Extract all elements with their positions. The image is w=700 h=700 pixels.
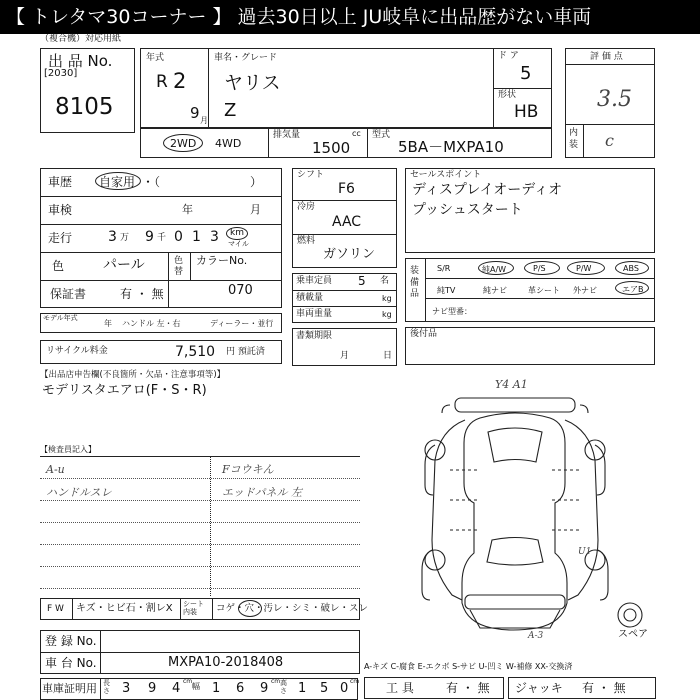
car-name: ヤリス	[224, 72, 281, 94]
doc-deadline-unit: 月	[340, 351, 350, 361]
equip-ps: P/S	[533, 264, 546, 273]
displacement-label: 排気量	[273, 130, 301, 140]
after-parts-box	[405, 327, 655, 365]
inspection-year: 年	[182, 203, 193, 216]
mileage-sen: 9	[145, 229, 154, 245]
color-no-label: カラーNo.	[196, 254, 248, 267]
width-label: 幅	[192, 682, 200, 691]
equip-tv: 純TV	[437, 286, 456, 295]
equip-abs: ABS	[623, 264, 639, 273]
load-label: 積載量	[296, 293, 324, 303]
sales-point-line1: ディスプレイオーディオ	[412, 182, 563, 198]
shift-value: F6	[338, 181, 355, 197]
capacity-unit: 名	[380, 276, 390, 286]
jack-label: ジャッキ	[515, 681, 563, 695]
drive-2wd: 2WD	[170, 137, 197, 150]
recycle-unit: 円 預託済	[226, 347, 265, 357]
height-label: 高さ	[280, 679, 287, 695]
model-label: 型式	[372, 130, 391, 140]
inspector-note-1: A-u	[46, 463, 65, 476]
diagram-mark-side: U1	[578, 547, 592, 557]
mileage-sen-unit: 千	[157, 233, 167, 243]
fuel-value: ガソリン	[323, 247, 376, 262]
length-label: 長さ	[103, 679, 110, 695]
interior-label: 内 装	[569, 128, 579, 150]
score-value: 3.5	[597, 87, 632, 112]
jack-value: 有 ・ 無	[582, 681, 626, 695]
mileage-digit-3: 3	[210, 229, 219, 245]
width-d1: 1	[212, 681, 221, 696]
length-d2: 9	[148, 681, 157, 696]
seat-value: コゲ・穴・汚レ・シミ・破レ・スレ	[216, 603, 369, 614]
inspector-note-4: エッドパネル 左	[222, 486, 303, 499]
year-label: 年式	[146, 53, 165, 63]
tools-label: 工 具	[386, 681, 414, 695]
doc-deadline-day: 日	[383, 351, 393, 361]
height-d1: 1	[298, 681, 307, 696]
score-label: 評 価 点	[590, 52, 623, 62]
mileage-digit-1: 0	[174, 229, 183, 245]
lot-label: 出 品 No.	[48, 52, 113, 70]
inspector-note-3: Fコウキん	[222, 463, 274, 476]
width-unit: cm	[271, 678, 281, 685]
body-type-value: HB	[514, 102, 539, 122]
car-damage-diagram	[410, 370, 655, 650]
chassis-value: MXPA10-2018408	[168, 655, 284, 670]
registration-label: 登 録 No.	[45, 634, 97, 648]
mileage-digit-2: 1	[192, 229, 201, 245]
inspector-label: 【検査員記入】	[40, 445, 96, 454]
ac-value: AAC	[332, 214, 362, 230]
length-d3: 4	[172, 681, 181, 696]
length-d1: 3	[122, 681, 131, 696]
doc-deadline-label: 書類期限	[296, 331, 333, 341]
length-unit: cm	[183, 678, 193, 685]
model-year-label: モデル年式	[43, 314, 78, 322]
inspection-month: 月	[250, 203, 261, 216]
seat-label: シート内装	[183, 600, 204, 616]
spare-label: スペア	[618, 629, 648, 640]
history-close: ）	[250, 175, 263, 189]
weight-unit: kg	[382, 310, 392, 319]
recycle-value: 7,510	[175, 344, 216, 360]
sales-point-line2: プッシュスタート	[412, 202, 523, 218]
diagram-mark-bottom: A-3	[528, 631, 544, 641]
equip-aw: 純A/W	[482, 265, 507, 274]
equip-ext-navi: 外ナビ	[573, 286, 597, 295]
lot-code: [2030]	[44, 68, 78, 79]
width-d2: 6	[236, 681, 245, 696]
year-value: 2	[173, 69, 187, 93]
dealer-report-value: モデリスタエアロ(F・S・R)	[42, 383, 207, 398]
model-year-handle: ハンドル 左・右	[122, 319, 181, 328]
history-label: 車歴	[48, 175, 73, 189]
page-banner: 【 トレタマ30コーナー 】 過去30日以上 JU岐阜に出品歴がない車両	[0, 0, 700, 34]
certificate-label: 車庫証明用	[42, 682, 97, 695]
inspection-label: 車検	[48, 203, 73, 217]
mileage-label: 走行	[48, 231, 73, 245]
car-grade: Z	[224, 100, 237, 121]
load-unit: kg	[382, 294, 392, 303]
equip-navi: 純ナビ	[483, 286, 507, 295]
fw-value: キズ・ヒビ石・割レX	[76, 603, 173, 614]
height-d3: 0	[340, 681, 349, 696]
inspector-note-2: ハンドルスレ	[46, 486, 112, 499]
drive-4wd: 4WD	[215, 137, 242, 150]
color-no-value: 070	[228, 283, 253, 298]
displacement-unit: cc	[352, 129, 361, 138]
width-d3: 9	[260, 681, 269, 696]
diagram-mark-top: Y4 A1	[495, 378, 528, 391]
capacity-value: 5	[358, 274, 366, 288]
year-month-unit: 月	[200, 116, 208, 125]
dealer-report-label: 【出品店申告欄(不良箇所・欠品・注意事項等)】	[40, 370, 226, 380]
history-value: 自家用	[99, 175, 136, 189]
interior-value: c	[605, 131, 614, 150]
fuel-label: 燃料	[297, 236, 316, 246]
fw-label: F W	[47, 604, 64, 614]
equipment-label: 装備品	[410, 266, 420, 300]
capacity-label: 乗車定員	[296, 276, 333, 286]
color-change-label: 色替	[174, 256, 184, 277]
car-label: 車名・グレード	[214, 53, 278, 63]
model-year-dealer: ディーラー・並行	[210, 319, 274, 328]
damage-legend: A-キズ C-腐食 E-エクボ S-サビ U-凹ミ W-補修 XX-交換済	[364, 662, 573, 671]
displacement-value: 1500	[312, 139, 351, 157]
mileage-man: 3	[108, 229, 117, 245]
chassis-label: 車 台 No.	[45, 656, 97, 670]
ac-label: 冷房	[297, 202, 316, 212]
equip-airbag: エアB	[622, 285, 644, 294]
color-label: 色	[52, 259, 65, 273]
height-unit: cm	[350, 678, 360, 685]
recycle-label: リサイクル料金	[46, 346, 108, 356]
warranty-value: 有 ・ 無	[120, 287, 164, 301]
warranty-label: 保証書	[50, 287, 87, 301]
subheader: （複合機）対応用紙	[40, 34, 122, 44]
year-era: R	[156, 72, 168, 92]
year-month: 9	[190, 104, 200, 122]
model-year-year: 年	[104, 319, 112, 328]
body-type-label: 形状	[498, 90, 517, 100]
equip-pw: P/W	[576, 264, 592, 273]
doors-value: 5	[520, 63, 532, 84]
after-parts-label: 後付品	[410, 329, 438, 339]
model-value: 5BA－MXPA10	[398, 138, 504, 156]
mileage-km: km	[230, 228, 244, 238]
weight-label: 車両重量	[296, 309, 333, 319]
sales-point-label: セールスポイント	[410, 170, 482, 180]
equip-sr: S/R	[437, 264, 451, 273]
lot-number: 8105	[55, 94, 114, 120]
equip-nav-model: ナビ型番：	[432, 307, 472, 316]
height-d2: 5	[320, 681, 329, 696]
mileage-mile: マイル	[228, 240, 249, 248]
color-value: パール	[103, 257, 145, 273]
mileage-man-unit: 万	[120, 233, 130, 243]
equip-leather: 革シート	[528, 286, 560, 295]
shift-label: シフト	[297, 170, 325, 180]
tools-value: 有 ・ 無	[446, 681, 490, 695]
doors-label: ド ア	[498, 51, 519, 61]
history-dot: ・（	[142, 175, 161, 189]
